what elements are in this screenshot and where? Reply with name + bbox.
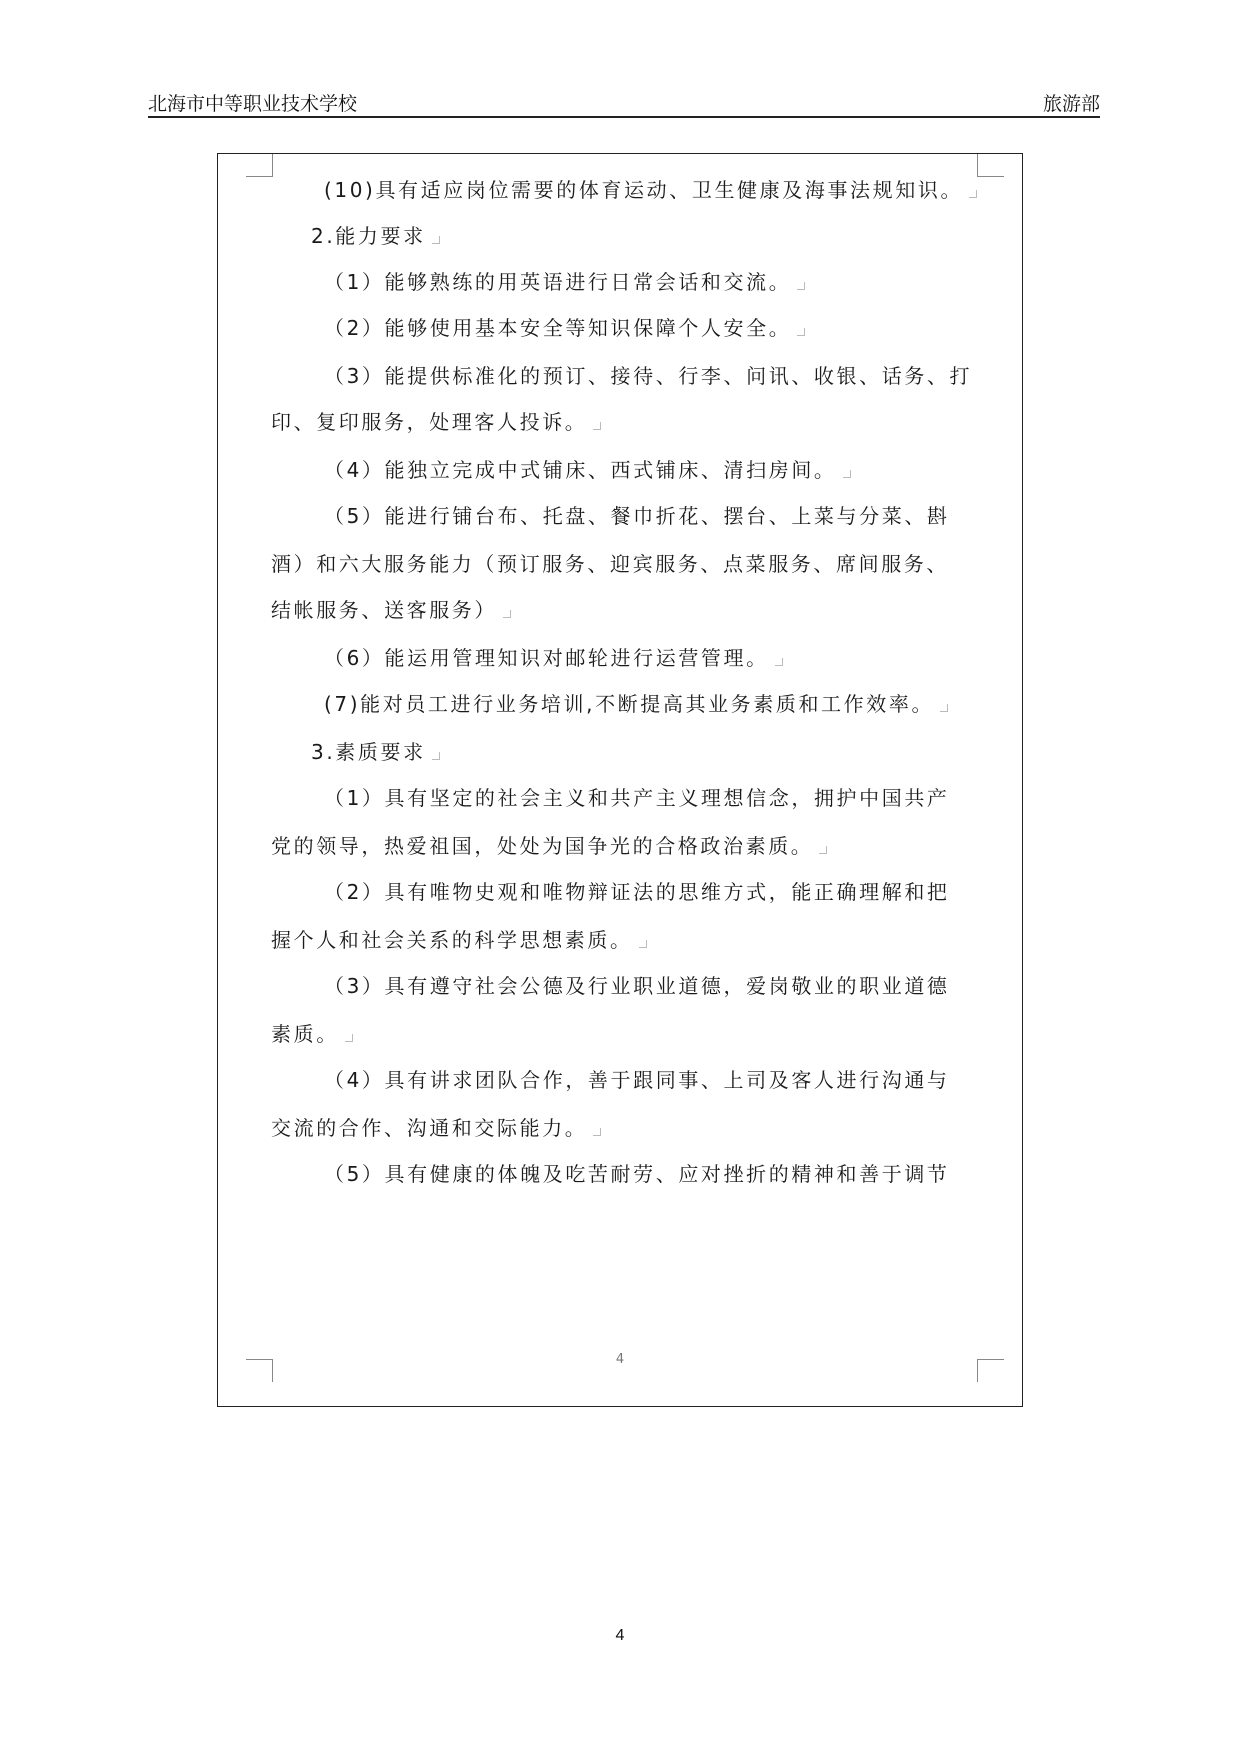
header-school-name: 北海市中等职业技术学校 bbox=[148, 93, 358, 115]
paragraph-mark-icon bbox=[432, 236, 440, 244]
corner-mark-top-right bbox=[977, 154, 1004, 177]
paragraph-mark-icon bbox=[797, 282, 805, 290]
text-line bbox=[324, 454, 851, 483]
text-line-content: 结帐服务、送客服务） bbox=[271, 598, 497, 622]
paragraph-mark-icon bbox=[969, 190, 977, 198]
text-line-content: （4）具有讲求团队合作，善于跟同事、上司及客人进行沟通与 bbox=[324, 1068, 950, 1092]
text-line bbox=[271, 1018, 353, 1047]
text-line bbox=[324, 266, 805, 295]
text-line bbox=[311, 736, 440, 765]
text-line-content: 印、复印服务，处理客人投诉。 bbox=[271, 410, 588, 434]
text-line bbox=[324, 360, 972, 389]
paragraph-mark-icon bbox=[593, 422, 601, 430]
text-line bbox=[324, 174, 977, 203]
text-line-content: 素质。 bbox=[271, 1022, 339, 1046]
text-line-content: （2）能够使用基本安全等知识保障个人安全。 bbox=[324, 316, 792, 340]
embedded-page-image bbox=[217, 153, 1023, 1407]
text-line bbox=[271, 548, 949, 577]
text-line bbox=[324, 970, 950, 999]
text-line-content: (7)能对员工进行业务培训,不断提高其业务素质和工作效率。 bbox=[324, 692, 935, 716]
text-line-content: （5）具有健康的体魄及吃苦耐劳、应对挫折的精神和善于调节 bbox=[324, 1162, 950, 1186]
text-line bbox=[324, 782, 950, 811]
paragraph-mark-icon bbox=[819, 846, 827, 854]
paragraph-mark-icon bbox=[503, 610, 511, 618]
text-line-content: 2.能力要求 bbox=[311, 224, 426, 248]
text-line bbox=[324, 642, 783, 671]
text-line-content: 酒）和六大服务能力（预订服务、迎宾服务、点菜服务、席间服务、 bbox=[271, 552, 949, 576]
text-line bbox=[271, 924, 647, 953]
text-line bbox=[271, 830, 827, 859]
text-line bbox=[271, 594, 511, 623]
paragraph-mark-icon bbox=[775, 658, 783, 666]
paragraph-mark-icon bbox=[593, 1128, 601, 1136]
text-line-content: 握个人和社会关系的科学思想素质。 bbox=[271, 928, 633, 952]
text-line bbox=[324, 876, 950, 905]
page-number: 4 bbox=[615, 1627, 625, 1644]
paragraph-mark-icon bbox=[432, 752, 440, 760]
text-line-content: （4）能独立完成中式铺床、西式铺床、清扫房间。 bbox=[324, 458, 837, 482]
text-line-content: （1）能够熟练的用英语进行日常会话和交流。 bbox=[324, 270, 792, 294]
text-line-content: （3）具有遵守社会公德及行业职业道德，爱岗敬业的职业道德 bbox=[324, 974, 950, 998]
corner-mark-top-left bbox=[246, 154, 273, 177]
text-line-content: 交流的合作、沟通和交际能力。 bbox=[271, 1116, 588, 1140]
text-line-content: （1）具有坚定的社会主义和共产主义理想信念，拥护中国共产 bbox=[324, 786, 950, 810]
text-line-content: 3.素质要求 bbox=[311, 740, 426, 764]
text-line-content: (10)具有适应岗位需要的体育运动、卫生健康及海事法规知识。 bbox=[324, 178, 964, 202]
paragraph-mark-icon bbox=[843, 470, 851, 478]
text-line bbox=[311, 220, 440, 249]
paragraph-mark-icon bbox=[940, 704, 948, 712]
text-line-content: 党的领导，热爱祖国，处处为国争光的合格政治素质。 bbox=[271, 834, 814, 858]
text-line bbox=[324, 688, 948, 717]
text-line bbox=[324, 1064, 950, 1093]
text-line bbox=[324, 1158, 950, 1187]
paragraph-mark-icon bbox=[797, 328, 805, 336]
text-line bbox=[271, 1112, 601, 1141]
text-line-content: （6）能运用管理知识对邮轮进行运营管理。 bbox=[324, 646, 769, 670]
text-line-content: （5）能进行铺台布、托盘、餐巾折花、摆台、上菜与分菜、斟 bbox=[324, 504, 950, 528]
text-line bbox=[324, 312, 805, 341]
paragraph-mark-icon bbox=[345, 1034, 353, 1042]
text-line bbox=[271, 406, 601, 435]
text-line-content: （3）能提供标准化的预订、接待、行李、问讯、收银、话务、打 bbox=[324, 364, 973, 388]
paragraph-mark-icon bbox=[639, 940, 647, 948]
text-line-content: （2）具有唯物史观和唯物辩证法的思维方式，能正确理解和把 bbox=[324, 880, 950, 904]
inner-page-number: 4 bbox=[615, 1352, 625, 1367]
page-header bbox=[148, 86, 1100, 118]
text-line bbox=[324, 500, 950, 529]
header-department: 旅游部 bbox=[1042, 93, 1100, 115]
